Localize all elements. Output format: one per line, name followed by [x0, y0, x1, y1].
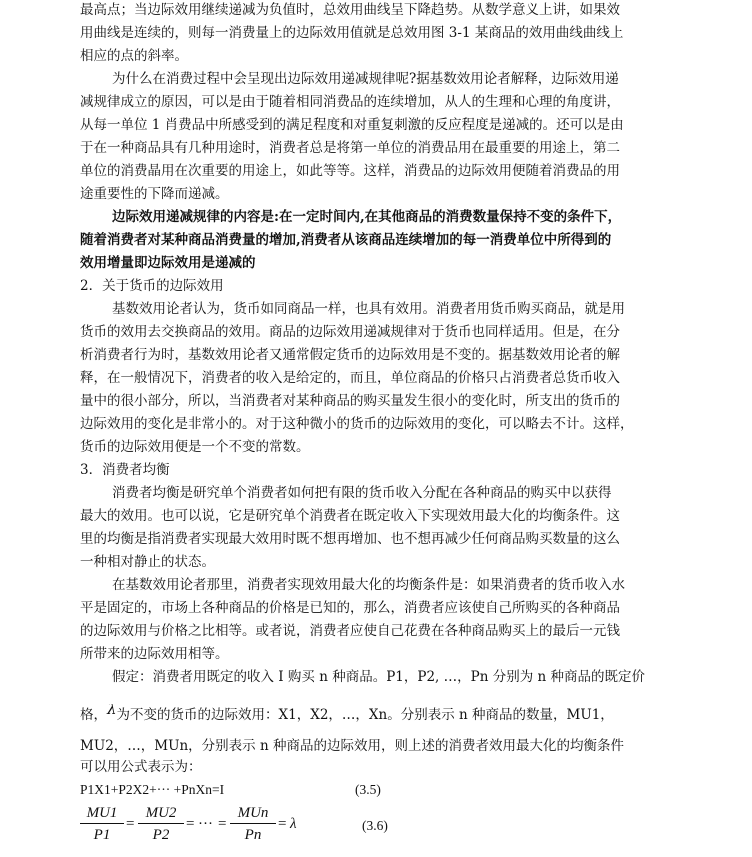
- fraction-numerator: MUn: [237, 805, 269, 821]
- fraction-numerator: MU1: [86, 805, 118, 821]
- equation-number: (3.5): [355, 782, 381, 797]
- text-line: 为什么在消费过程中会呈现出边际效用递减规律呢?据基数效用论者解释，边际效用递: [112, 71, 619, 87]
- equation-number: (3.6): [362, 818, 388, 833]
- text-line: 最高点；当边际效用继续递减为负值时，总效用曲线呈下降趋势。从数学意义上讲，如果效: [80, 2, 620, 18]
- text-line: 相应的点的斜率。: [80, 48, 188, 64]
- text-line: 量中的很小部分，所以，当消费者对某种商品的购买量发生很小的变化时，所支出的货币的: [80, 393, 620, 409]
- lambda-symbol: λ: [290, 816, 297, 832]
- text-line: 析消费者行为时，基数效用论者又通常假定货币的边际效用是不变的。据基数效用论者的解: [80, 347, 620, 363]
- fraction-bar: [138, 823, 184, 824]
- text-line: 里的均衡是指消费者实现最大效用时既不想再增加、也不想再减少任何商品购买数量的这么: [80, 531, 620, 547]
- fraction-denominator: P1: [93, 827, 111, 843]
- text-line: 于在一种商品具有几种用途时，消费者总是将第一单位的消费品用在最重要的用途上，第二: [80, 140, 620, 156]
- text-line: 的边际效用与价格之比相等。或者说，消费者应使自己花费在各种商品购买上的最后一元钱: [80, 623, 620, 639]
- equals-sign: =: [218, 816, 227, 832]
- equals-sign: =: [278, 816, 287, 832]
- text-line: 减规律成立的原因，可以是由于随着相同消费品的连续增加，从人的生理和心理的角度讲，: [80, 94, 620, 110]
- bold-definition-line: 随着消费者对某种商品消费量的增加,消费者从该商品连续增加的每一消费单位中所得到的: [80, 232, 612, 248]
- text-line: 所带来的边际效用相等。: [80, 646, 229, 662]
- ellipsis: ···: [198, 816, 213, 832]
- text-line: 货币的边际效用便是一个不变的常数。: [80, 439, 310, 455]
- text-line: 一种相对静止的状态。: [80, 554, 215, 570]
- budget-constraint-formula: P1X1+P2X2+··· +PnXn=I: [80, 782, 225, 797]
- bold-definition-line: 边际效用递减规律的内容是:在一定时间内,在其他商品的消费数量保持不变的条件下，: [112, 209, 622, 225]
- equilibrium-formula: [80, 804, 340, 848]
- equals-sign: =: [126, 816, 135, 832]
- text-line: 最大的效用。也可以说，它是研究单个消费者在既定收入下实现效用最大化的均衡条件。这: [80, 508, 620, 524]
- text-line: 边际效用的变化是非常小的。对于这种微小的货币的边际效用的变化，可以略去不计。这样，: [80, 416, 634, 432]
- lambda-suffix: 为不变的货币的边际效用：X1，X2，…，Xn。分别表示 n 种商品的数量，MU1，: [116, 707, 614, 723]
- text-line: MU2，…，MUn，分别表示 n 种商品的边际效用，则上述的消费者效用最大化的均衡条件: [80, 738, 624, 754]
- text-line: 在基数效用论者那里，消费者实现效用最大化的均衡条件是：如果消费者的货币收入水: [112, 577, 625, 593]
- bold-definition-line: 效用增量即边际效用是递减的: [80, 255, 256, 271]
- lambda-prefix: 格，: [80, 707, 107, 723]
- text-line-with-lambda: [80, 704, 692, 726]
- fraction-mu1-p1: [80, 804, 124, 844]
- equals-sign: =: [186, 816, 195, 832]
- text-line: 基数效用论者认为，货币如同商品一样，也具有效用。消费者用货币购买商品，就是用: [112, 301, 625, 317]
- text-line: 单位的消费晶用在次重要的用途上，如此等等。这样，消费品的边际效用便随着消费品的用: [80, 163, 620, 179]
- fraction-bar: [80, 823, 124, 824]
- fraction-bar: [230, 823, 276, 824]
- section-heading: 2．关于货币的边际效用: [80, 278, 224, 294]
- text-line: 可以用公式表示为：: [80, 759, 202, 775]
- lambda-symbol: λ: [107, 704, 117, 718]
- text-line: 用曲线是连续的，则每一消费量上的边际效用值就是总效用图 3-1 某商品的效用曲线曲线上: [80, 25, 624, 41]
- text-line: 从每一单位 1 肖费品中所感受到的满足程度和对重复刺激的反应程度是递减的。还可以是由: [80, 117, 624, 133]
- fraction-denominator: Pn: [244, 827, 262, 843]
- fraction-mun-pn: [230, 804, 276, 844]
- text-line: 途重要性的下降而递减。: [80, 186, 229, 202]
- fraction-mu2-p2: [138, 804, 184, 844]
- text-line: 释，在一般情况下，消费者的收入是给定的，而且，单位商品的价格只占消费者总货币收入: [80, 370, 620, 386]
- text-line: 平是固定的，市场上各种商品的价格是已知的，那么，消费者应该使自己所购买的各种商品: [80, 600, 620, 616]
- section-heading: 3．消费者均衡: [80, 462, 170, 478]
- text-line: 消费者均衡是研究单个消费者如何把有限的货币收入分配在各种商品的购买中以获得: [112, 485, 612, 501]
- text-line: 货币的效用去交换商品的效用。商品的边际效用递减规律对于货币也同样适用。但是，在分: [80, 324, 620, 340]
- fraction-numerator: MU2: [145, 805, 177, 821]
- fraction-denominator: P2: [152, 827, 170, 843]
- text-line: 假定：消费者用既定的收入 I 购买 n 种商品。P1，P2, …，Pn 分别为 n 种商品的既定价: [112, 669, 645, 685]
